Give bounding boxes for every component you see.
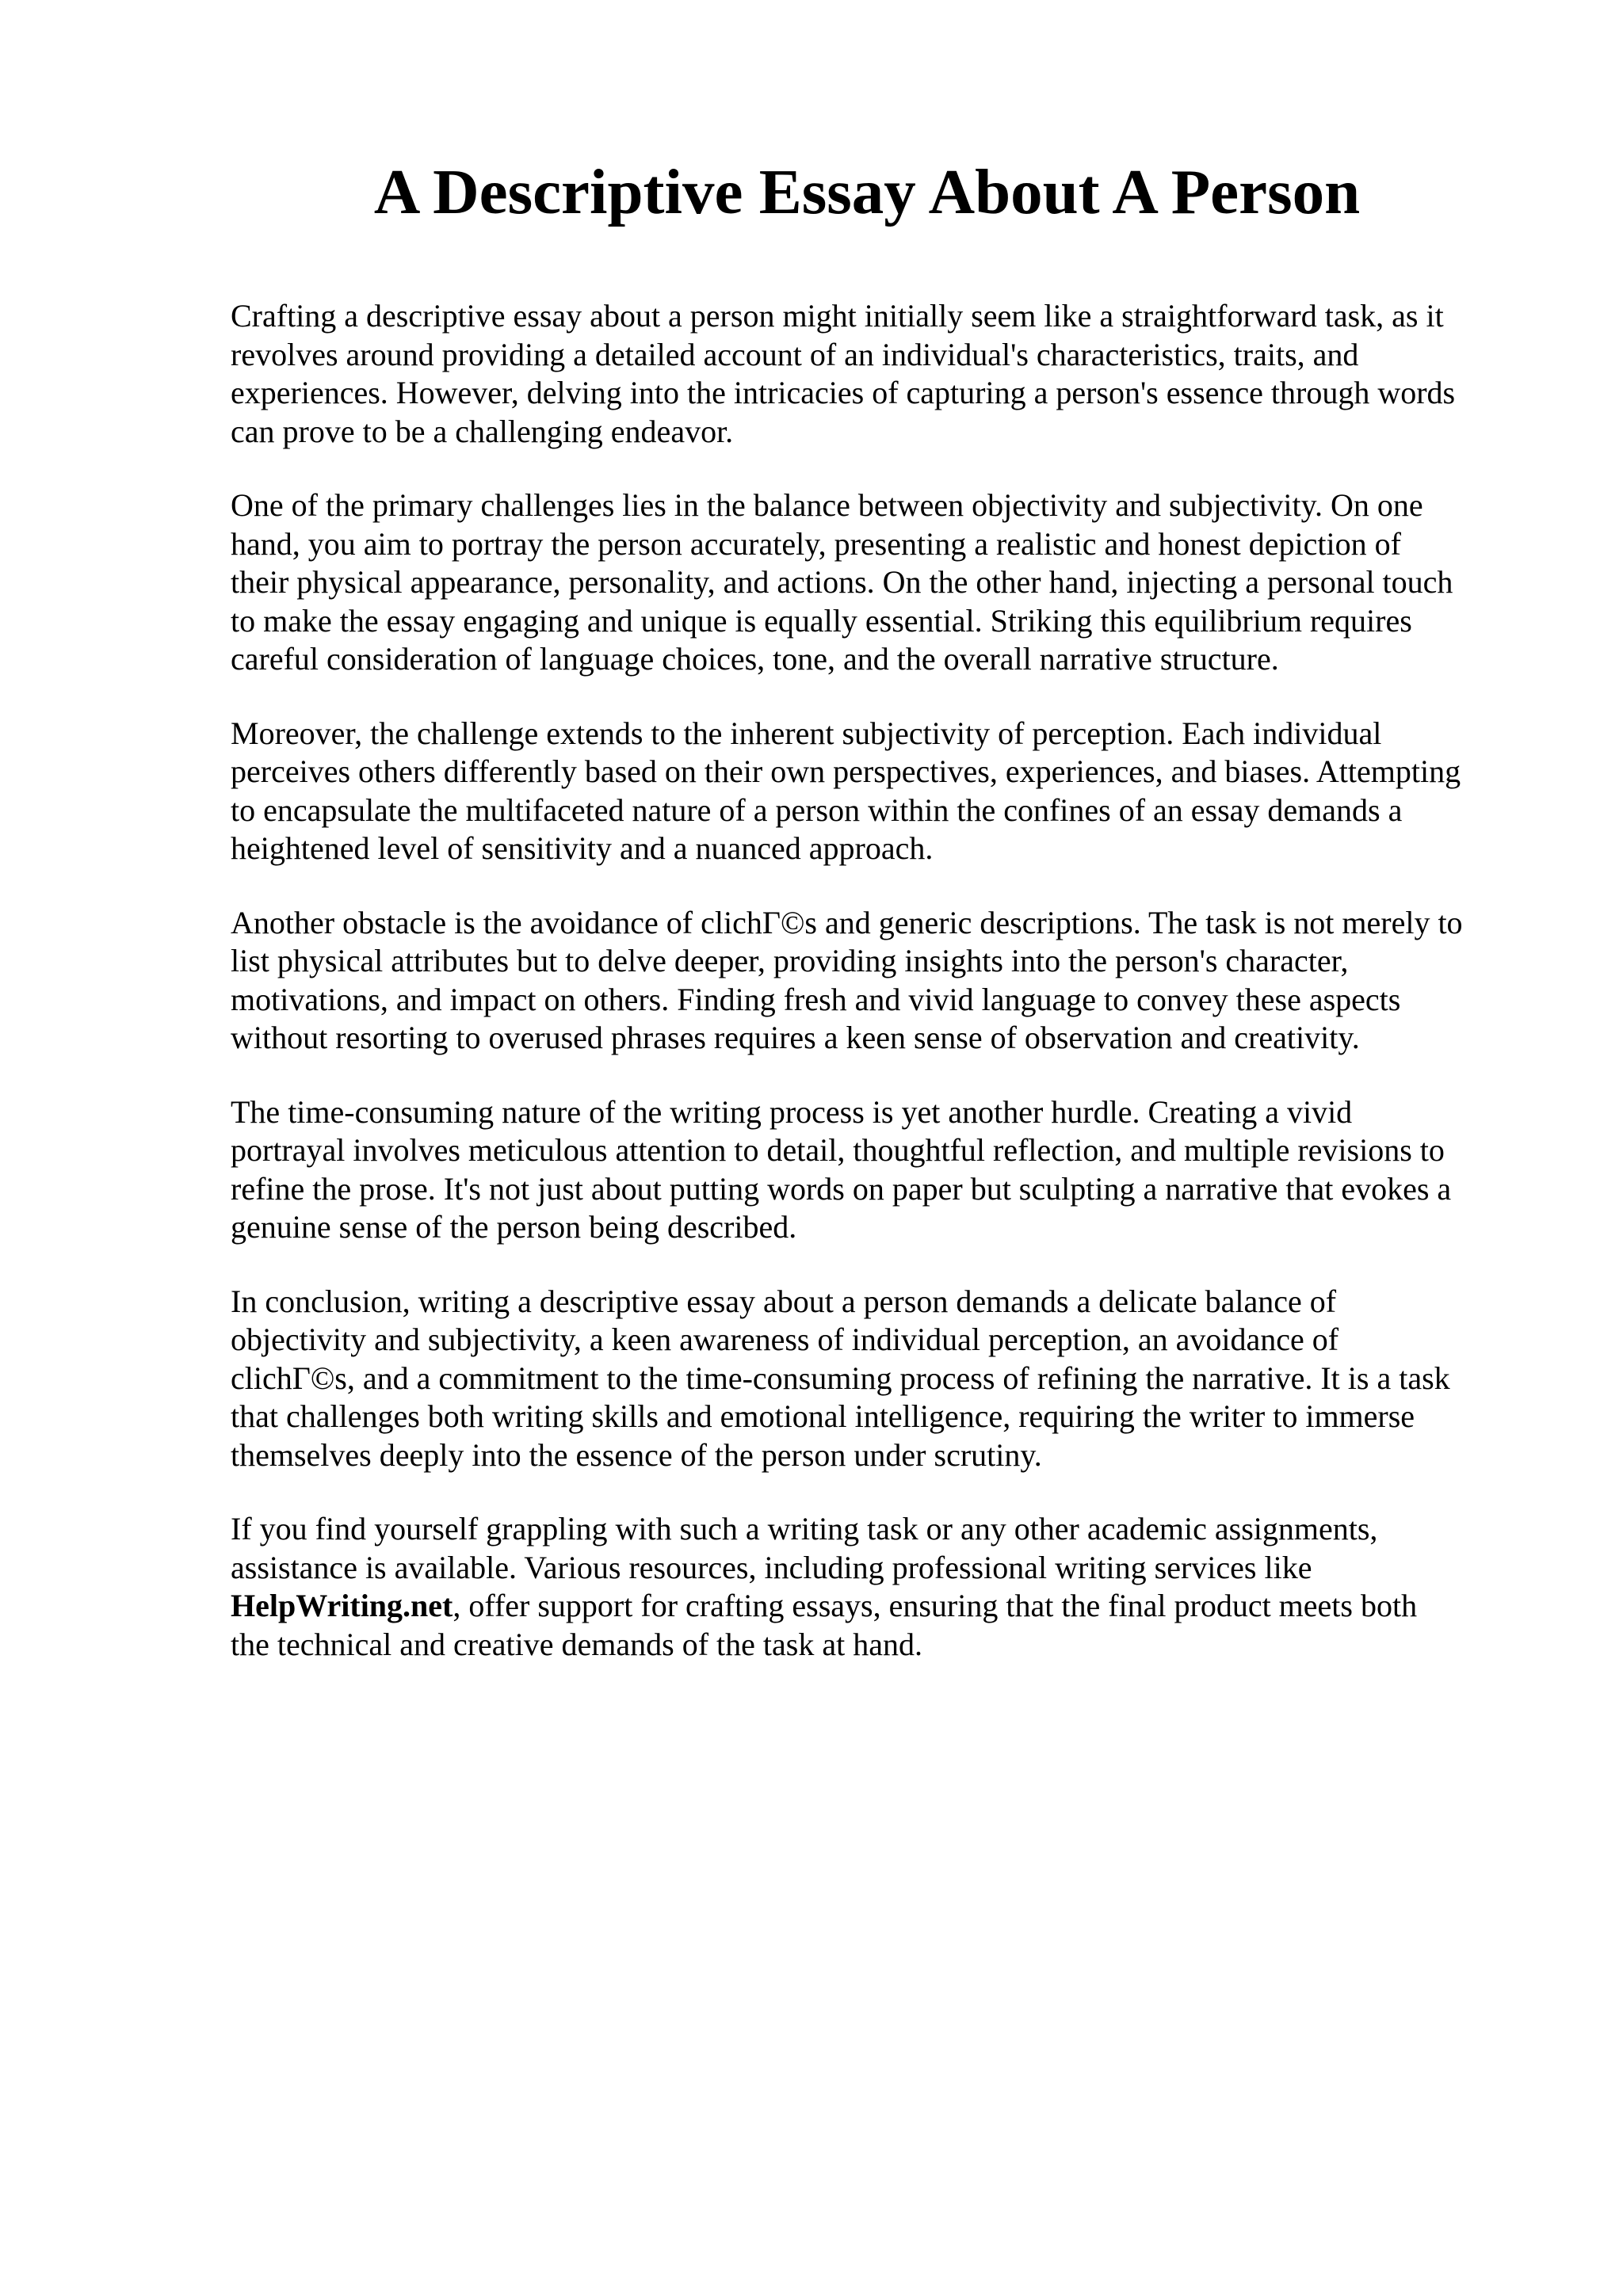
paragraph-1 [231, 297, 1514, 451]
text-line: Another obstacle is the avoidance of clichΓ©s and generic descriptions. The task is not merely to [231, 904, 1463, 940]
paragraph-4 [231, 904, 1514, 1058]
paragraph-2 [231, 486, 1514, 679]
text-line: motivations, and impact on others. Finding fresh and vivid language to convey these aspects [231, 981, 1401, 1017]
text-line: list physical attributes but to delve deeper, providing insights into the person's character, [231, 943, 1349, 978]
text-fragment: , offer support for crafting essays, ensuring that the final product meets both [453, 1588, 1418, 1623]
text-line: perceives others differently based on their own perspectives, experiences, and biases. Attempting [231, 753, 1461, 789]
paragraph-5 [231, 1093, 1514, 1247]
text-line: that challenges both writing skills and emotional intelligence, requiring the writer to immerse [231, 1398, 1415, 1434]
text-line: portrayal involves meticulous attention to detail, thoughtful reflection, and multiple revisions to [231, 1132, 1445, 1168]
essay-body [231, 297, 1514, 1699]
text-line: The time-consuming nature of the writing process is yet another hurdle. Creating a vivid [231, 1093, 1353, 1130]
text-line: Moreover, the challenge extends to the inherent subjectivity of perception. Each individual [231, 715, 1382, 751]
paragraph-6 [231, 1283, 1514, 1475]
text-line: to make the essay engaging and unique is equally essential. Striking this equilibrium requires [231, 602, 1412, 639]
text-line: refine the prose. It's not just about putting words on paper but sculpting a narrative that evokes a [231, 1170, 1452, 1207]
text-line: Crafting a descriptive essay about a person might initially seem like a straightforward task, as it [231, 298, 1444, 334]
text-line: revolves around providing a detailed account of an individual's characteristics, traits, and [231, 336, 1359, 372]
text-line: objectivity and subjectivity, a keen awareness of individual perception, an avoidance of [231, 1322, 1339, 1357]
text-line: assistance is available. Various resources, including professional writing services like [231, 1549, 1312, 1585]
paragraph-3 [231, 715, 1514, 868]
text-line: themselves deeply into the essence of the person under scrutiny. [231, 1436, 1042, 1473]
text-line: heightened level of sensitivity and a nuanced approach. [231, 830, 934, 866]
text-line: without resorting to overused phrases requires a keen sense of observation and creativity. [231, 1020, 1360, 1055]
helpwriting-brand-link[interactable]: HelpWriting.net [231, 1588, 453, 1623]
closing-paragraph [231, 1510, 1514, 1664]
text-line: experiences. However, delving into the intricacies of capturing a person's essence through words [231, 375, 1456, 410]
text-line: One of the primary challenges lies in the balance between objectivity and subjectivity. On one [231, 487, 1423, 523]
text-line: careful consideration of language choices, tone, and the overall narrative structure. [231, 641, 1279, 677]
text-line: can prove to be a challenging endeavor. [231, 413, 734, 449]
text-line: In conclusion, writing a descriptive essay about a person demands a delicate balance of [231, 1283, 1337, 1319]
text-line: If you find yourself grappling with such a writing task or any other academic assignments, [231, 1511, 1378, 1547]
text-line: genuine sense of the person being described. [231, 1209, 797, 1245]
text-line: their physical appearance, personality, and actions. On the other hand, injecting a personal touch [231, 564, 1453, 600]
text-line: the technical and creative demands of the task at hand. [231, 1626, 922, 1662]
text-line: hand, you aim to portray the person accurately, presenting a realistic and honest depiction of [231, 525, 1401, 562]
text-line: to encapsulate the multifaceted nature of a person within the confines of an essay demands a [231, 791, 1403, 828]
text-line-with-brand [231, 1587, 1514, 1626]
page-title: A Descriptive Essay About A Person [373, 156, 1361, 227]
text-line: clichΓ©s, and a commitment to the time-consuming process of refining the narrative. It is a task [231, 1360, 1450, 1396]
